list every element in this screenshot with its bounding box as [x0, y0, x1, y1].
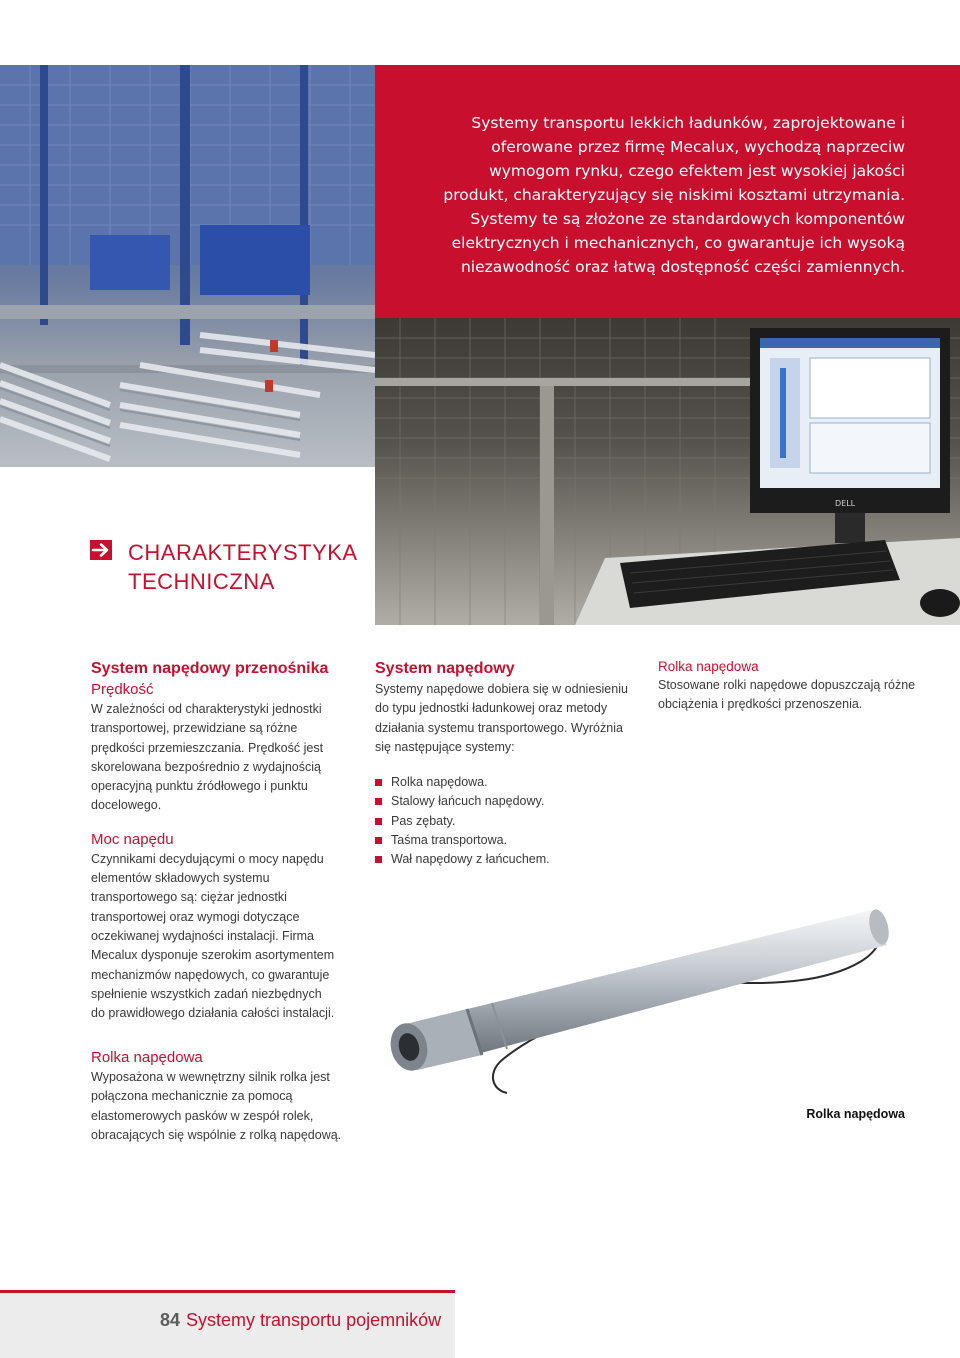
speed-title: Prędkość [91, 681, 154, 698]
roller-photo-caption: Rolka napędowa [806, 1107, 905, 1121]
monitor-brand-label: DELL [835, 499, 856, 508]
list-item: Stalowy łańcuch napędowy. [375, 792, 635, 811]
drive-roller-photo [372, 885, 912, 1095]
power-text: Czynnikami decydującymi o mocy napędu elementów składowych systemu transportowego są: ciężar jednostki transportowej oraz wymogi dotyczące oczekiwanej wydajności instalacji. Firma Mecalux dysponuje szerokim asortymentem mechanizmów napędowych, co gwarantuje spełnienie wszystkich zadań niezbędnych do prawidłowego działania całości instalacji. [91, 851, 335, 1021]
col4-title: Rolka napędowa [91, 1049, 203, 1066]
speed-text: W zależności od charakterystyki jednostki transportowej, przewidziane są różne prędkości przemieszczania. Prędkość jest skorelowana bezpośrednio z wydajnością operacyjną punktu źródłowego i punktu docelowego. [91, 702, 324, 813]
control-station-photo [375, 318, 960, 625]
col3-text: Stosowane rolki napędowe dopuszczają różne obciążenia i prędkości przenoszenia. [658, 678, 916, 712]
col1-title: System napędowy przenośnika [91, 660, 329, 677]
bullet-square-icon [375, 837, 382, 844]
footer-accent-line [0, 1290, 455, 1293]
column-drive-system [375, 658, 635, 870]
page-number: 84 [160, 1310, 181, 1330]
list-item: Taśma transportowa. [375, 831, 635, 850]
footer-section-title: Systemy transportu pojemników [186, 1310, 442, 1330]
column-drive-roller [658, 658, 918, 729]
heading-line-1: CHARAKTERYSTYKA [128, 540, 358, 565]
col2-title: System napędowy [375, 660, 515, 677]
bullet-square-icon [375, 779, 382, 786]
heading-line-2: TECHNICZNA [128, 569, 275, 594]
col4-text: Wyposażona w wewnętrzny silnik rolka jest połączona mechanicznie za pomocą elastomerowych pasków w zespół rolek, obracających się wspólnie z rolką napędową. [91, 1070, 342, 1142]
bullet-square-icon [375, 818, 382, 825]
section-heading [128, 538, 428, 596]
bullet-square-icon [375, 798, 382, 805]
power-title: Moc napędu [91, 830, 174, 848]
col2-text: Systemy napędowe dobiera się w odniesieniu do typu jednostki ładunkowej oraz metody działania systemu transportowego. Wyróżnia się następujące systemy: [375, 682, 628, 754]
intro-text: Systemy transportu lekkich ładunków, zaprojektowane i oferowane przez firmę Mecalux, wychodzą naprzeciw wymogom rynku, czego efektem jest wysokiej jakości produkt, charakteryzujący się niskimi kosztami utrzymania. Systemy te są złożone ze standardowych komponentów elektrycznych i mechanicznych, co gwarantuje ich wysoką niezawodność oraz łatwą dostępność części zamiennych. [443, 114, 905, 276]
right-arrow-icon [90, 540, 112, 560]
list-item: Wał napędowy z łańcuchem. [375, 850, 635, 869]
drive-types-list [375, 773, 635, 869]
footer-label [160, 1310, 441, 1331]
list-item: Rolka napędowa. [375, 773, 635, 792]
column-drive-system-conveyor [91, 658, 336, 1037]
col3-title: Rolka napędowa [658, 659, 759, 674]
list-item: Pas zębaty. [375, 812, 635, 831]
bullet-square-icon [375, 856, 382, 863]
column-drive-roller-detail [91, 1048, 351, 1159]
page-footer [0, 1290, 455, 1358]
intro-banner [375, 65, 960, 318]
warehouse-conveyor-photo [0, 65, 375, 467]
